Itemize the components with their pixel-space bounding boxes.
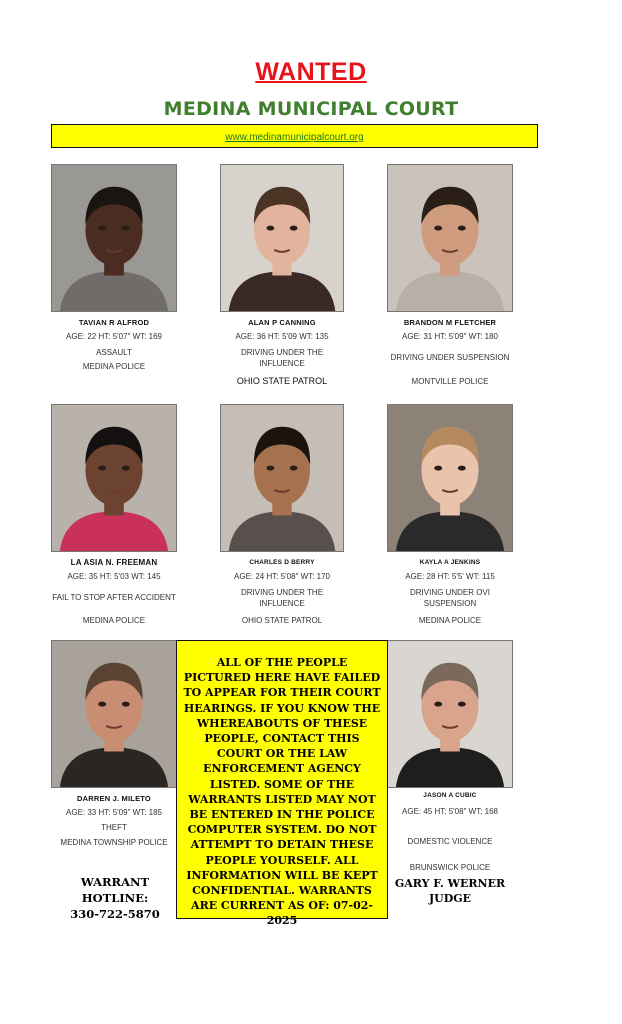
person-stats: AGE: 33 HT: 5'09" WT: 185 [66, 808, 162, 817]
mugshot-photo [51, 164, 177, 312]
person-stats: AGE: 24 HT: 5'08" WT: 170 [234, 572, 330, 581]
mugshot-photo [220, 404, 344, 552]
person-charge: ASSAULT [96, 348, 132, 357]
mugshot-photo [51, 640, 177, 788]
mugshot-photo [220, 164, 344, 312]
website-banner [51, 124, 538, 148]
person-stats: AGE: 35 HT: 5'03 WT: 145 [67, 572, 161, 581]
portrait-graphic [388, 405, 512, 551]
portrait-graphic [52, 641, 176, 787]
person-name: KAYLA A JENKINS [419, 559, 481, 566]
warrant-hotline [60, 874, 170, 922]
person-stats: AGE: 31 HT: 5'09" WT: 180 [402, 332, 498, 341]
website-link[interactable]: www.medinamunicipalcourt.org [225, 132, 364, 143]
wanted-title: WANTED [255, 58, 367, 86]
person-charge: DRIVING UNDER THE INFLUENCE [240, 348, 324, 368]
person-name: BRANDON M FLETCHER [403, 318, 497, 327]
portrait-graphic [221, 405, 343, 551]
person-name: DARREN J. MILETO [77, 794, 151, 803]
judge-signature-block [388, 876, 512, 906]
person-charge: THEFT [101, 823, 127, 832]
person-agency: MEDINA POLICE [82, 616, 146, 625]
person-agency: MEDINA POLICE [82, 362, 146, 371]
person-agency: OHIO STATE PATROL [241, 616, 323, 625]
person-stats: AGE: 45 HT: 5'08" WT: 168 [402, 807, 498, 816]
mugshot-photo [51, 404, 177, 552]
portrait-graphic [52, 165, 176, 311]
person-charge: DRIVING UNDER OVI SUSPENSION [409, 588, 490, 608]
court-name: MEDINA MUNICIPAL COURT [163, 98, 459, 120]
person-name: CHARLES D BERRY [249, 559, 315, 566]
mugshot-photo [387, 164, 513, 312]
person-name: ALAN P CANNING [248, 318, 316, 327]
mugshot-photo [387, 404, 513, 552]
hotline-label-line1: WARRANT [80, 875, 150, 889]
judge-name: GARY F. WERNER [394, 877, 506, 890]
person-name: TAVIAN R ALFROD [78, 318, 150, 327]
mugshot-photo [387, 640, 513, 788]
person-agency: MEDINA TOWNSHIP POLICE [60, 838, 168, 847]
person-charge: DOMESTIC VIOLENCE [407, 837, 493, 846]
person-stats: AGE: 36 HT: 5'09 WT: 135 [235, 332, 329, 341]
person-stats: AGE: 28 HT: 5'5' WT: 115 [405, 572, 495, 581]
portrait-graphic [52, 405, 176, 551]
portrait-graphic [388, 641, 512, 787]
failure-to-appear-notice: ALL OF THE PEOPLE PICTURED HERE HAVE FAILED TO APPEAR FOR THEIR COURT HEARINGS. IF YOU KNOW THE WHEREABOUTS OF THESE PEOPLE, CONTACT THIS COURT OR THE LAW ENFORCEMENT AGENCY LISTED. SOME OF THE WARRANTS LISTED MAY NOT BE ENTERED IN THE POLICE COMPUTER SYSTEM. DO NOT ATTEMPT TO DETAIN THESE PEOPLE YOURSELF. ALL INFORMATION WILL BE KEPT CONFIDENTIAL. WARRANTS ARE CURRENT AS OF: 07-02-2025 [176, 640, 388, 919]
person-charge: DRIVING UNDER THE INFLUENCE [240, 588, 324, 608]
person-name: JASON A CUBIC [423, 792, 477, 799]
hotline-label-line2: HOTLINE: [81, 891, 149, 905]
portrait-graphic [221, 165, 343, 311]
person-charge: FAIL TO STOP AFTER ACCIDENT [52, 593, 176, 602]
hotline-phone: 330-722-5870 [70, 907, 160, 921]
portrait-graphic [388, 165, 512, 311]
person-agency: BRUNSWICK POLICE [409, 863, 491, 872]
person-agency: MONTVILLE POLICE [411, 377, 489, 386]
person-name: LA ASIA N. FREEMAN [70, 558, 158, 567]
person-agency: MEDINA POLICE [418, 616, 482, 625]
person-stats: AGE: 22 HT: 5'07" WT: 169 [66, 332, 162, 341]
person-charge: DRIVING UNDER SUSPENSION [390, 353, 510, 362]
judge-title: JUDGE [428, 892, 472, 905]
person-agency: OHIO STATE PATROL [236, 376, 328, 386]
